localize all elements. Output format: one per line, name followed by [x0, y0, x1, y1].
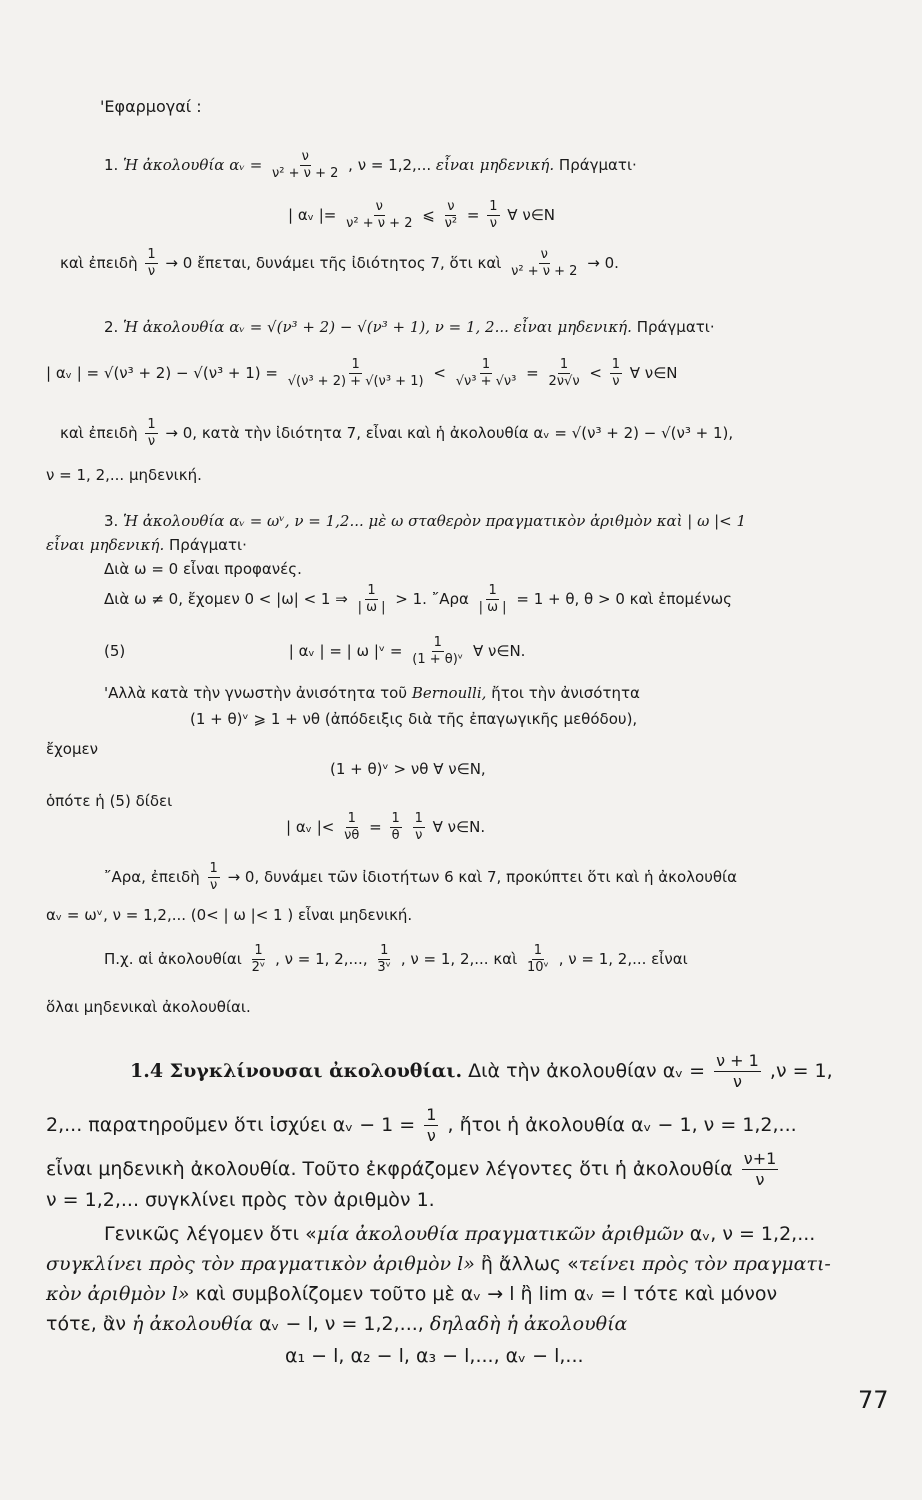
have-line: ἔχομεν — [46, 740, 98, 758]
fraction: $\frac{1}{\text{(1 + θ)ᵛ}}$ — [412, 635, 464, 667]
bernoulli-inequality: (1 + θ)ᵛ ⩾ 1 + νθ (ἀπόδειξις διὰ τῆς ἐπαγωγικῆς μεθόδου), — [190, 710, 638, 728]
conclusion-line: ῎Αρα, ἐπειδὴ $\frac{1}{\nu}$ → 0, δυνάμει τῶν ἰδιοτήτων 6 καὶ 7, προκύπτει ὅτι καὶ ἡ ἀκολουθία — [104, 861, 738, 893]
fraction: $\frac{1}{\text{10ᵛ}}$ — [526, 943, 549, 975]
conclusion-line-2: αᵥ = ωᵛ, ν = 1,2,... (0< | ω |< 1 ) εἶναι μηδενική. — [46, 906, 413, 924]
example-number: 1. — [104, 156, 119, 174]
example-2-last-line: ν = 1, 2,... μηδενική. — [46, 466, 202, 484]
equation-label: (5) — [104, 642, 126, 660]
have-inequality: (1 + θ)ᵛ > νθ ∀ ν∈N, — [330, 760, 486, 778]
fraction: $\frac{\nu + 1}{\nu}$ — [716, 1051, 759, 1091]
fraction: $\frac{\nu+1}{\nu}$ — [743, 1149, 777, 1189]
fraction: $\frac{1}{\nu}$ — [611, 357, 620, 389]
example-1-statement: 1. Ἡ ἀκολουθία αᵥ = $\frac{\nu}{\text{ν² + ν + 2}}$ , ν = 1,2,... εἶναι μηδενική. Πράγματι· — [104, 149, 637, 181]
fraction: $\frac{1}{\nu}$ — [426, 1105, 437, 1145]
fraction: $\frac{1}{\text{√ν³ + √ν³}}$ — [455, 357, 517, 389]
fraction: $\frac{1}{\text{√(ν³ + 2) + √(ν³ + 1)}}$ — [287, 357, 424, 389]
section-1-4-line-9: α₁ − l, α₂ − l, α₃ − l,..., αᵥ − l,... — [285, 1345, 584, 1367]
example-2-statement: 2. Ἡ ἀκολουθία αᵥ = √(ν³ + 2) − √(ν³ + 1), ν = 1, 2... εἶναι μηδενική. Πράγματι· — [104, 318, 715, 336]
whence-line: ὁπότε ἡ (5) δίδει — [46, 792, 173, 810]
fraction: $\frac{1}{\text{3ᵛ}}$ — [377, 943, 392, 975]
section-title: 1.4 Συγκλίνουσαι ἀκολουθίαι. — [130, 1060, 463, 1082]
page-number: 77 — [858, 1386, 889, 1414]
example-number: 3. — [104, 512, 119, 530]
example-1-conclusion: καὶ ἐπειδὴ $\frac{1}{\nu}$ → 0 ἔπεται, δυνάμει τῆς ἰδιότητος 7, ὅτι καὶ $\frac{\nu}{\text{ν² + ν + 2}}$ → 0. — [60, 247, 619, 279]
example-line-2: ὅλαι μηδενικαὶ ἀκολουθίαι. — [46, 998, 251, 1016]
section-heading: 'Εφαρμογαί : — [100, 97, 202, 116]
section-1-4-line-5: Γενικῶς λέγομεν ὅτι «μία ἀκολουθία πραγματικῶν ἀριθμῶν αᵥ, ν = 1,2,... — [104, 1223, 816, 1245]
example-line: Π.χ. αἱ ἀκολουθίαι $\frac{1}{\text{2ᵛ}}$ , ν = 1, 2,..., $\frac{1}{\text{3ᵛ}}$ , ν = 1, 2,... καὶ $\frac{1}{\text{10ᵛ}}$ , ν = 1, 2,... εἶναι — [104, 943, 688, 975]
example-2-conclusion: καὶ ἐπειδὴ $\frac{1}{\nu}$ → 0, κατὰ τὴν ἰδιότητα 7, εἶναι καὶ ἡ ἀκολουθία αᵥ = √(ν³ + 2) − √(ν³ + 1), — [60, 417, 734, 449]
example-2-inequality: | αᵥ | = √(ν³ + 2) − √(ν³ + 1) = $\frac{1}{\text{√(ν³ + 2) + √(ν³ + 1)}}$ < $\frac{1}{\text{√ν³ + √ν³}}$ = $\frac{1}{2\nu√\nu}$ < $\frac{1}{\nu}$ ∀ ν∈N — [46, 357, 678, 389]
equation-5: (5) | αᵥ | = | ω |ᵛ = $\frac{1}{\text{(1 + θ)ᵛ}}$ ∀ ν∈N. — [104, 635, 526, 667]
section-1-4-line-3: εἶναι μηδενικὴ ἀκολουθία. Τοῦτο ἐκφράζομεν λέγοντες ὅτι ἡ ἀκολουθία $\frac{\nu+1}{\nu}$ — [46, 1149, 777, 1189]
example-number: 2. — [104, 318, 119, 336]
fraction: $\frac{\nu}{\text{ν² + ν + 2}}$ — [511, 247, 578, 279]
result-inequality: | αᵥ |< $\frac{1}{\nu\theta}$ = $\frac{1}{\theta}$ $\frac{1}{\nu}$ ∀ ν∈N. — [286, 811, 486, 843]
fraction: $\frac{1}{\text{2ᵛ}}$ — [251, 943, 266, 975]
fraction: $\frac{1}{| \omega |}$ — [357, 583, 386, 615]
section-1-4-line-1: 1.4 Συγκλίνουσαι ἀκολουθίαι. Διὰ τὴν ἀκολουθίαν αᵥ = $\frac{\nu + 1}{\nu}$ ,ν = 1, — [130, 1051, 833, 1091]
section-1-4-line-2: 2,... παρατηροῦμεν ὅτι ἰσχύει αᵥ − 1 = $\frac{1}{\nu}$ , ἤτοι ἡ ἀκολουθία αᵥ − 1, ν = 1,2,... — [46, 1105, 797, 1145]
example-3-statement: 3. Ἡ ἀκολουθία αᵥ = ωᵛ, ν = 1,2... μὲ ω σταθερὸν πραγματικὸν ἀριθμὸν καὶ | ω |< 1 — [104, 512, 747, 530]
fraction: $\frac{1}{\theta}$ — [391, 811, 400, 843]
example-1-inequality: | αᵥ |= $\frac{\nu}{\text{ν² + ν + 2}}$ ⩽ $\frac{\nu}{\text{ν²}}$ = $\frac{1}{\nu}$ ∀ ν∈N — [288, 199, 555, 231]
fraction: $\frac{1}{\nu}$ — [489, 199, 498, 231]
fraction: $\frac{1}{2\nu√\nu}$ — [548, 357, 580, 389]
section-1-4-line-6: συγκλίνει πρὸς τὸν πραγματικὸν ἀριθμὸν l» ἢ ἄλλως «τείνει πρὸς τὸν πραγματι- — [46, 1253, 831, 1275]
fraction: $\frac{1}{| \omega |}$ — [478, 583, 507, 615]
section-1-4-line-4: ν = 1,2,... συγκλίνει πρὸς τὸν ἀριθμὸν 1. — [46, 1189, 435, 1211]
fraction: $\frac{1}{\nu}$ — [209, 861, 218, 893]
example-3-line-2: εἶναι μηδενική. Πράγματι· — [46, 536, 247, 554]
bernoulli-line: 'Αλλὰ κατὰ τὴν γνωστὴν ἀνισότητα τοῦ Bernoulli, ἤτοι τὴν ἀνισότητα — [104, 684, 640, 702]
fraction: $\frac{1}{\nu\theta}$ — [344, 811, 360, 843]
section-1-4-line-8: τότε, ἂν ἡ ἀκολουθία αᵥ − l, ν = 1,2,..., δηλαδὴ ἡ ἀκολουθία — [46, 1313, 628, 1335]
fraction: $\frac{\nu}{\text{ν²}}$ — [444, 199, 458, 231]
case-nonzero: Διὰ ω ≠ 0, ἔχομεν 0 < |ω| < 1 ⇒ $\frac{1}{| \omega |}$ > 1. ῎Αρα $\frac{1}{| \omega |}$ = 1 + θ, θ > 0 καὶ ἐπομένως — [104, 583, 732, 615]
fraction: $\frac{1}{\nu}$ — [147, 247, 156, 279]
case-zero: Διὰ ω = 0 εἶναι προφανές. — [104, 560, 302, 578]
fraction: $\frac{\nu}{\text{ν² + ν + 2}}$ — [346, 199, 413, 231]
fraction: $\frac{\nu}{\text{ν² + ν + 2}}$ — [272, 149, 339, 181]
fraction: $\frac{1}{\nu}$ — [414, 811, 423, 843]
section-1-4-line-7: κὸν ἀριθμὸν l» καὶ συμβολίζομεν τοῦτο μὲ αᵥ → l ἢ lim αᵥ = l τότε καὶ μόνον — [46, 1283, 778, 1305]
fraction: $\frac{1}{\nu}$ — [147, 417, 156, 449]
